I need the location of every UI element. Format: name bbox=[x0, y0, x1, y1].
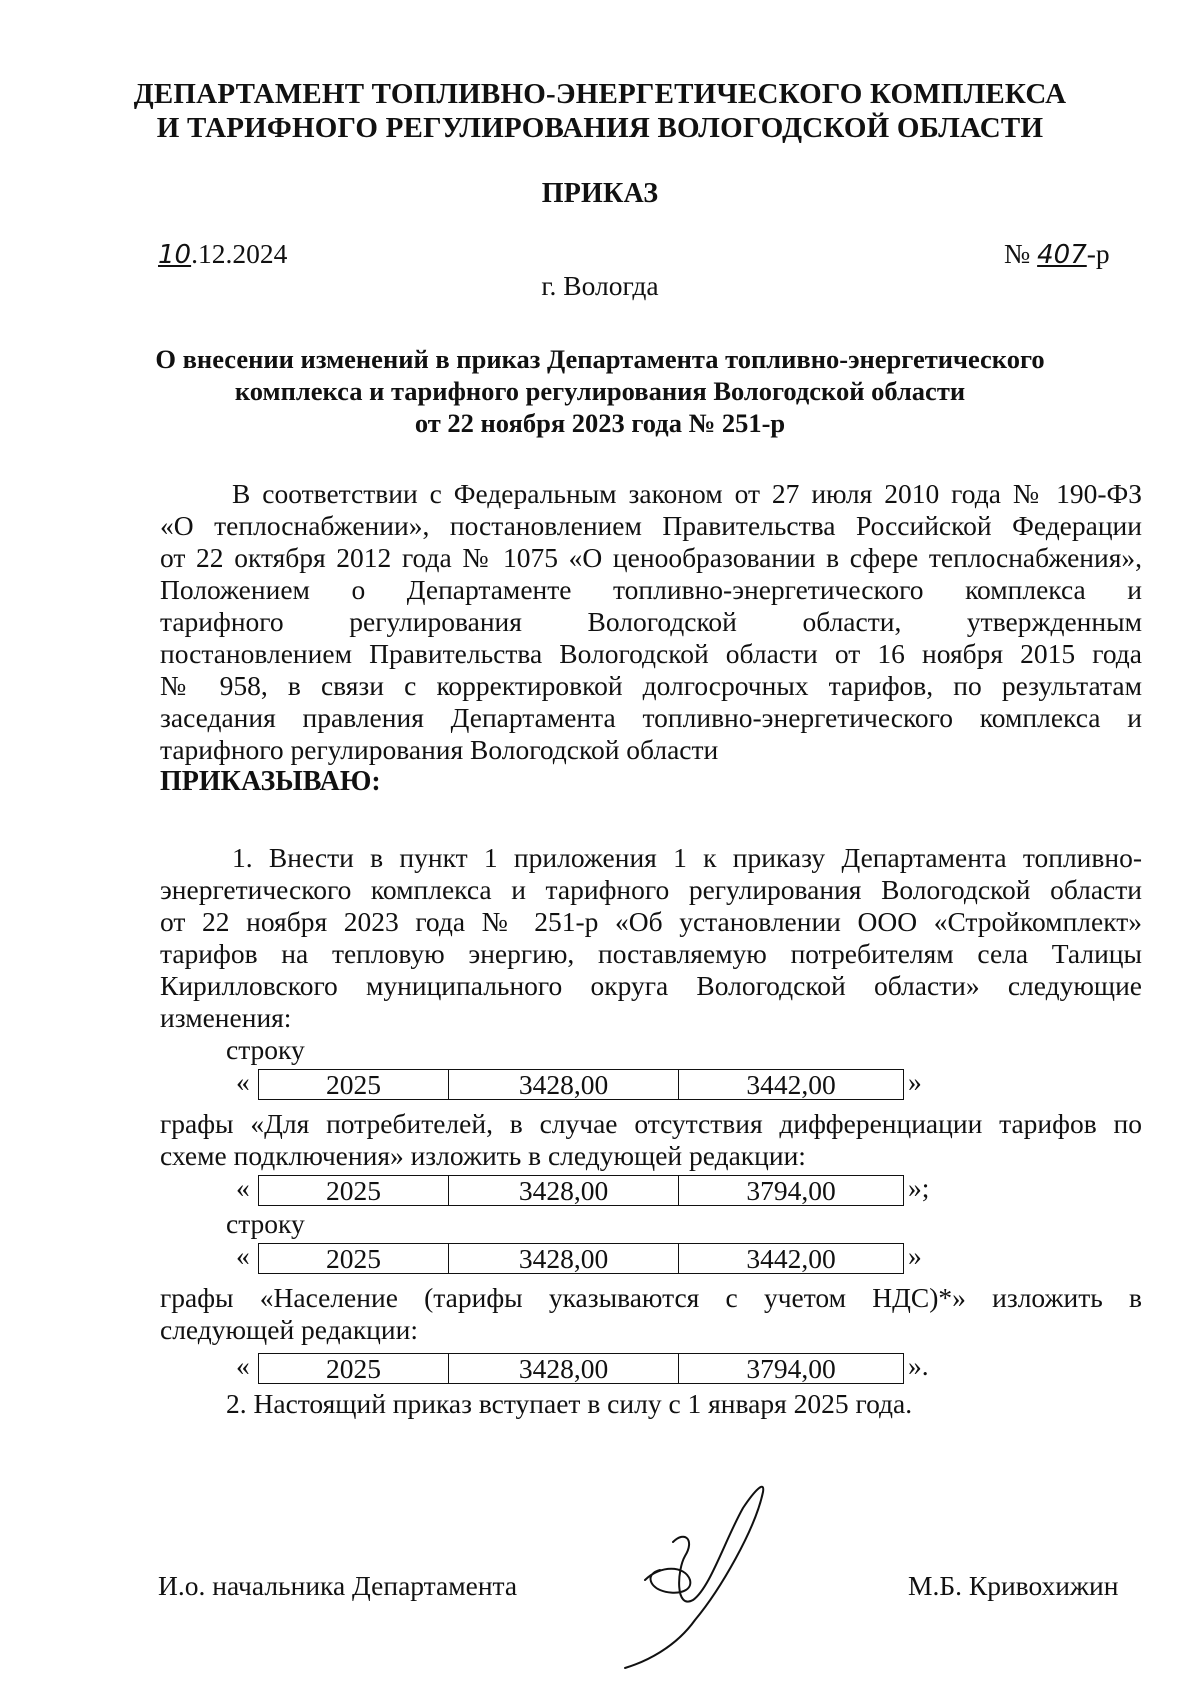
item1-line: 1. Внести в пункт 1 приложения 1 к приказу Департамента топливно- bbox=[232, 842, 1142, 873]
quote-open: « bbox=[236, 1350, 250, 1381]
quote-open: « bbox=[236, 1066, 250, 1097]
tariff-value-2: 3442,00 bbox=[746, 1243, 836, 1274]
quote-open: « bbox=[236, 1172, 250, 1203]
quote-close: ». bbox=[908, 1350, 929, 1381]
date-day-handwritten: 10 bbox=[158, 240, 192, 270]
item2-text: 2. Настоящий приказ вступает в силу с 1 января 2025 года. bbox=[226, 1388, 913, 1419]
tariff-year: 2025 bbox=[259, 1244, 449, 1273]
tariff-value-2: 3442,00 bbox=[746, 1069, 836, 1100]
preamble-line: В соответствии с Федеральным законом от 27 июля 2010 года № 190-ФЗ bbox=[232, 478, 1142, 509]
order-title-line2: комплекса и тарифного регулирования Вологодской области bbox=[234, 376, 966, 406]
tariff-value-2: 3794,00 bbox=[746, 1353, 836, 1384]
quote-close: » bbox=[908, 1240, 922, 1271]
item1-line: энергетического комплекса и тарифного регулирования Вологодской области bbox=[160, 874, 1142, 905]
tariff-year: 2025 bbox=[259, 1176, 449, 1205]
tariff-row bbox=[258, 1175, 904, 1206]
preamble-line: постановлением Правительства Вологодской области от 16 ноября 2015 года bbox=[160, 638, 1142, 669]
tariff-value-1: 3428,00 bbox=[449, 1176, 679, 1205]
quote-open: « bbox=[236, 1240, 250, 1271]
number-prefix: № bbox=[1004, 238, 1031, 269]
item1-line: тарифов на тепловую энергию, поставляемую потребителям села Талицы bbox=[160, 938, 1142, 969]
preamble-line: от 22 октября 2012 года № 1075 «О ценообразовании в сфере теплоснабжения», bbox=[160, 542, 1142, 573]
tariff-value-1: 3428,00 bbox=[449, 1354, 679, 1383]
quote-close: » bbox=[908, 1066, 922, 1097]
tariff-row bbox=[258, 1069, 904, 1100]
preamble-line: заседания правления Департамента топливно-энергетического комплекса и bbox=[160, 702, 1142, 733]
preamble-line: «О теплоснабжении», постановлением Правительства Российской Федерации bbox=[160, 510, 1142, 541]
number-suffix: -р bbox=[1086, 238, 1110, 269]
tariff-value-1: 3428,00 bbox=[449, 1244, 679, 1273]
tariff-year: 2025 bbox=[259, 1354, 449, 1383]
document-type: ПРИКАЗ bbox=[541, 178, 659, 209]
graph2-line: следующей редакции: bbox=[160, 1314, 418, 1345]
department-name-line1: ДЕПАРТАМЕНТ ТОПЛИВНО-ЭНЕРГЕТИЧЕСКОГО КОМПЛЕКСА bbox=[133, 78, 1067, 110]
order-date bbox=[158, 238, 287, 270]
order-title-line3: от 22 ноября 2023 года № 251-р bbox=[414, 408, 786, 438]
stroku-label: строку bbox=[226, 1208, 305, 1239]
item1-line: изменения: bbox=[160, 1002, 292, 1033]
graph1-line: графы «Для потребителей, в случае отсутствия дифференциации тарифов по bbox=[160, 1108, 1142, 1139]
tariff-row bbox=[258, 1243, 904, 1274]
date-month-year: .12.2024 bbox=[191, 238, 288, 269]
preamble-line: тарифного регулирования Вологодской области, утвержденным bbox=[160, 606, 1142, 637]
city: г. Вологда bbox=[541, 270, 659, 301]
graph1-line: схеме подключения» изложить в следующей редакции: bbox=[160, 1140, 806, 1171]
order-title-line1: О внесении изменений в приказ Департамента топливно-энергетического bbox=[155, 344, 1045, 374]
stroku-label: строку bbox=[226, 1034, 305, 1065]
tariff-row bbox=[258, 1353, 904, 1384]
signatory-name: М.Б. Кривохижин bbox=[908, 1570, 1119, 1601]
tariff-year: 2025 bbox=[259, 1070, 449, 1099]
item1-line: Кирилловского муниципального округа Вологодской области» следующие bbox=[160, 970, 1142, 1001]
number-handwritten: 407 bbox=[1037, 240, 1087, 270]
handwritten-signature bbox=[615, 1470, 785, 1670]
preamble-line: тарифного регулирования Вологодской области bbox=[160, 734, 719, 765]
tariff-value-2: 3794,00 bbox=[746, 1175, 836, 1206]
graph2-line: графы «Население (тарифы указываются с учетом НДС)*» изложить в bbox=[160, 1282, 1142, 1313]
order-word: ПРИКАЗЫВАЮ: bbox=[160, 766, 381, 797]
preamble-line: Положением о Департаменте топливно-энергетического комплекса и bbox=[160, 574, 1142, 605]
tariff-value-1: 3428,00 bbox=[449, 1070, 679, 1099]
quote-close: »; bbox=[908, 1172, 930, 1203]
item1-line: от 22 ноября 2023 года № 251-р «Об установлении ООО «Стройкомплект» bbox=[160, 906, 1142, 937]
signatory-position: И.о. начальника Департамента bbox=[158, 1570, 518, 1601]
preamble-line: № 958, в связи с корректировкой долгосрочных тарифов, по результатам bbox=[160, 670, 1142, 701]
department-name-line2: И ТАРИФНОГО РЕГУЛИРОВАНИЯ ВОЛОГОДСКОЙ ОБЛАСТИ bbox=[156, 112, 1044, 144]
order-number bbox=[1004, 238, 1110, 270]
